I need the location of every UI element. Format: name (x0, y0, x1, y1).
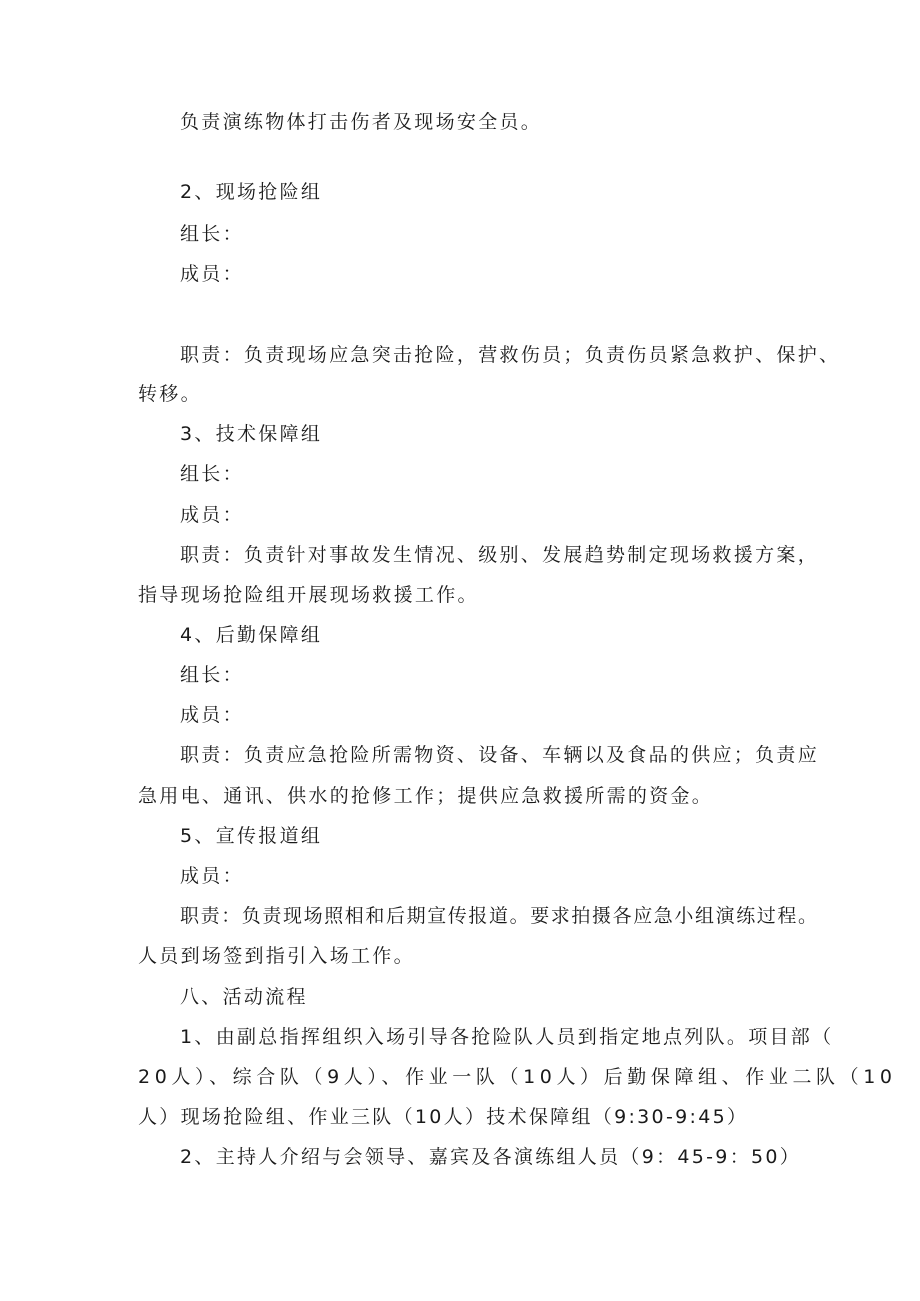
paragraph-line: 职责：负责现场照相和后期宣传报道。要求拍摄各应急小组演练过程。 (180, 905, 819, 927)
section-heading: 3、技术保障组 (180, 423, 323, 445)
paragraph-line: 1、由副总指挥组织入场引导各抢险队人员到指定地点列队。项目部（ (180, 1026, 834, 1048)
paragraph-line: 职责：负责针对事故发生情况、级别、发展趋势制定现场救援方案， (180, 544, 820, 566)
section-heading: 2、现场抢险组 (180, 181, 323, 203)
field-label: 成员： (180, 263, 244, 285)
paragraph-line: 转移。 (138, 383, 202, 405)
paragraph-line: 人员到场签到指引入场工作。 (138, 945, 415, 967)
paragraph-line: 职责：负责现场应急突击抢险，营救伤员；负责伤员紧急救护、保护、 (180, 344, 841, 366)
field-label: 组长： (180, 664, 244, 686)
field-label: 组长： (180, 223, 244, 245)
section-heading: 5、宣传报道组 (180, 825, 323, 847)
field-label: 成员： (180, 504, 244, 526)
section-heading: 八、活动流程 (180, 986, 308, 1008)
paragraph-line: 负责演练物体打击伤者及现场安全员。 (180, 111, 543, 133)
paragraph-line: 人）现场抢险组、作业三队（10人）技术保障组（9:30-9:45） (138, 1106, 749, 1128)
paragraph-line: 20人）、综合队（9人）、作业一队（10人）后勤保障组、作业二队（10 (138, 1066, 897, 1088)
field-label: 成员： (180, 704, 244, 726)
paragraph-line: 指导现场抢险组开展现场救援工作。 (138, 584, 479, 606)
paragraph-line: 职责：负责应急抢险所需物资、设备、车辆以及食品的供应；负责应 (180, 744, 820, 766)
field-label: 组长： (180, 463, 244, 485)
paragraph-line: 2、主持人介绍与会领导、嘉宾及各演练组人员（9：45-9：50） (180, 1146, 802, 1168)
field-label: 成员： (180, 865, 244, 887)
section-heading: 4、后勤保障组 (180, 624, 323, 646)
paragraph-line: 急用电、通讯、供水的抢修工作；提供应急救援所需的资金。 (138, 785, 714, 807)
